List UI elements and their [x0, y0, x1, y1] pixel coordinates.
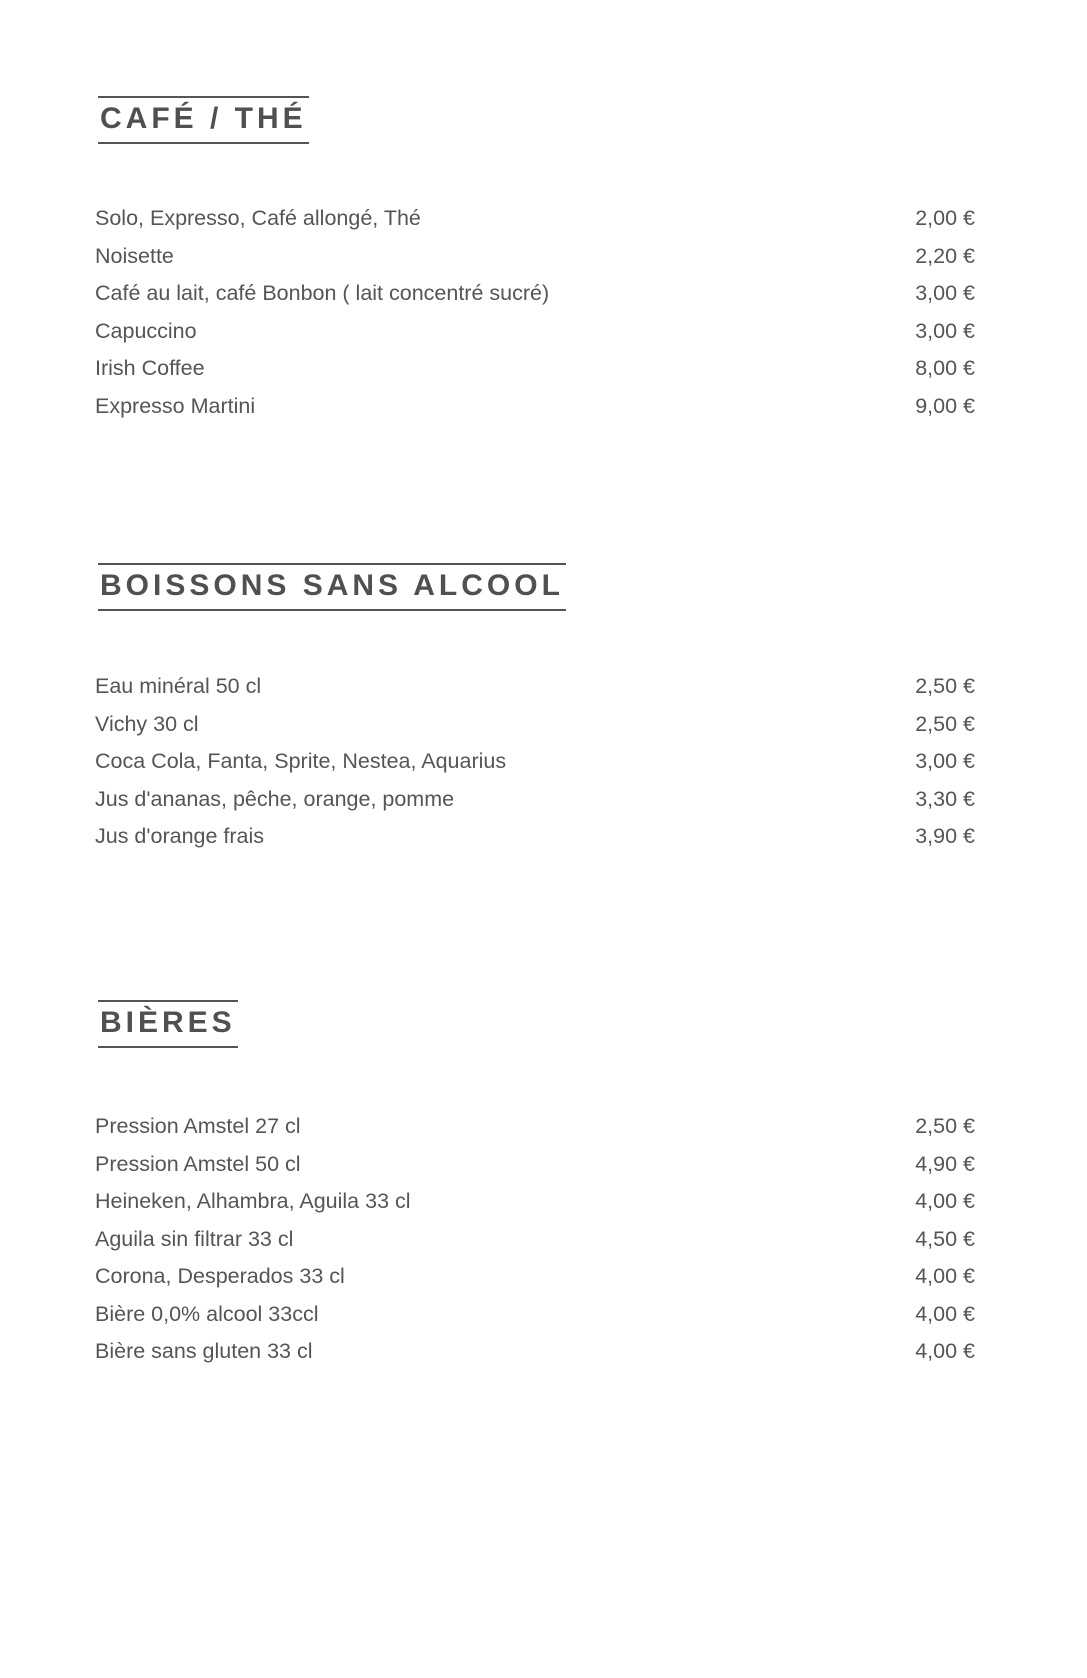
item-price: 8,00 € [915, 356, 975, 381]
item-price: 4,50 € [915, 1226, 975, 1251]
item-price: 4,00 € [915, 1301, 975, 1326]
item-name: Eau minéral 50 cl [95, 674, 262, 699]
item-price: 3,00 € [915, 749, 975, 774]
menu-item [95, 388, 975, 426]
item-name: Pression Amstel 27 cl [95, 1114, 301, 1139]
menu-item [95, 238, 975, 276]
menu-item [95, 275, 975, 313]
item-name: Solo, Expresso, Café allongé, Thé [95, 206, 421, 231]
menu-item [95, 781, 975, 819]
item-name: Coca Cola, Fanta, Sprite, Nestea, Aquarius [95, 749, 507, 774]
item-price: 2,00 € [915, 206, 975, 231]
item-name: Pression Amstel 50 cl [95, 1151, 301, 1176]
item-name: Jus d'ananas, pêche, orange, pomme [95, 786, 455, 811]
item-list [95, 668, 975, 856]
section-title: CAFÉ / THÉ [98, 96, 309, 144]
item-name: Heineken, Alhambra, Aguila 33 cl [95, 1189, 411, 1214]
item-price: 4,00 € [915, 1339, 975, 1364]
item-price: 2,50 € [915, 674, 975, 699]
item-price: 3,00 € [915, 281, 975, 306]
menu-item [95, 350, 975, 388]
item-name: Corona, Desperados 33 cl [95, 1264, 345, 1289]
item-name: Noisette [95, 243, 174, 268]
item-name: Café au lait, café Bonbon ( lait concentré sucré) [95, 281, 550, 306]
menu-item [95, 743, 975, 781]
section-title: BOISSONS SANS ALCOOL [98, 563, 566, 611]
item-price: 3,90 € [915, 824, 975, 849]
menu-item [95, 1108, 975, 1146]
item-name: Expresso Martini [95, 393, 256, 418]
item-price: 2,50 € [915, 711, 975, 736]
item-name: Aguila sin filtrar 33 cl [95, 1226, 294, 1251]
menu-item [95, 1183, 975, 1221]
menu-item [95, 1258, 975, 1296]
item-price: 2,20 € [915, 243, 975, 268]
item-price: 3,30 € [915, 786, 975, 811]
item-price: 4,00 € [915, 1264, 975, 1289]
menu-item [95, 1146, 975, 1184]
item-price: 9,00 € [915, 393, 975, 418]
item-name: Bière sans gluten 33 cl [95, 1339, 313, 1364]
item-price: 2,50 € [915, 1114, 975, 1139]
item-price: 3,00 € [915, 318, 975, 343]
item-name: Vichy 30 cl [95, 711, 199, 736]
menu-item [95, 1296, 975, 1334]
menu-item [95, 668, 975, 706]
item-list [95, 1108, 975, 1371]
item-name: Jus d'orange frais [95, 824, 265, 849]
item-price: 4,00 € [915, 1189, 975, 1214]
item-list [95, 200, 975, 425]
menu-item [95, 1333, 975, 1371]
item-name: Capuccino [95, 318, 197, 343]
menu-item [95, 1221, 975, 1259]
menu-item [95, 200, 975, 238]
section-title: BIÈRES [98, 1000, 238, 1048]
menu-item [95, 313, 975, 351]
item-name: Irish Coffee [95, 356, 205, 381]
menu-item [95, 818, 975, 856]
item-price: 4,90 € [915, 1151, 975, 1176]
menu-item [95, 706, 975, 744]
item-name: Bière 0,0% alcool 33ccl [95, 1301, 319, 1326]
